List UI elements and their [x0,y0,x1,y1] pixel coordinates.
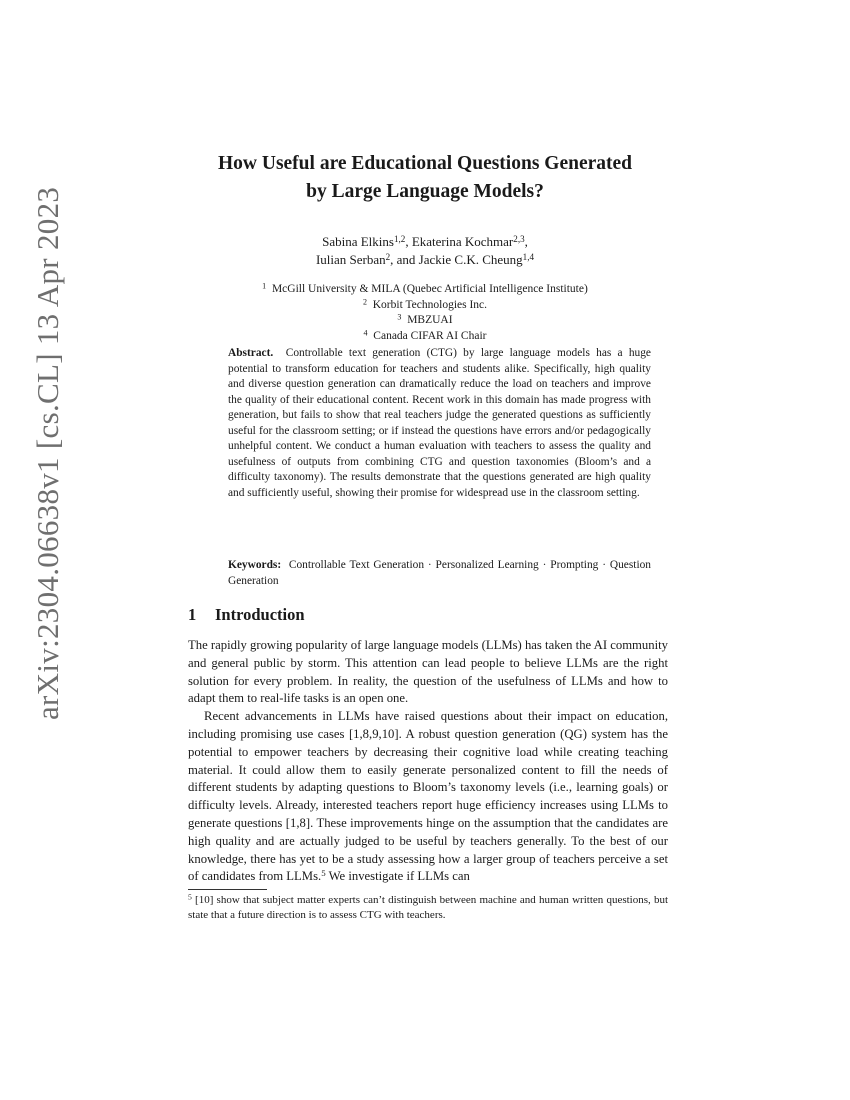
affiliation-item [180,282,670,298]
section-heading [188,603,305,627]
author-line-2 [180,251,670,269]
author-line-1 [180,233,670,251]
author-name: , Ekaterina Kochmar [405,234,514,249]
footnote-ref[interactable]: 5 [321,868,326,879]
affiliation-item [180,298,670,314]
affiliation-marker: 4 [363,327,368,337]
author-name: Sabina Elkins [322,234,394,249]
author-affil-marker: 2 [385,251,391,262]
author-affil-marker: 2,3 [513,233,525,244]
body-text [188,637,668,886]
author-list [180,233,670,269]
author-affil-marker: 1,2 [393,233,406,244]
keywords [228,558,651,589]
author-affil-marker: 1,4 [522,251,535,262]
keywords-text: Controllable Text Generation · Personalized Learning · Prompting · Question Generation [228,559,651,587]
paragraph: The rapidly growing popularity of large language models (LLMs) has taken the AI community and general public by storm. This attention can lead people to believe LLMs are the right solution for every problem. In reality, the question of the usefulness of LLMs and how to adapt them to real-life tasks is an open one. [188,638,669,706]
affiliation-marker: 2 [362,296,367,306]
affiliation-text: MBZUAI [407,314,453,326]
author-name: Iulian Serban [315,252,386,267]
footnote-rule [188,889,267,890]
affiliation-item [180,313,670,329]
paper-title [150,150,700,206]
section-number: 1 [188,605,197,624]
affiliation-text: Canada CIFAR AI Chair [373,329,487,342]
arxiv-identifier [30,186,70,720]
paragraph-text: Recent advancements in LLMs have raised questions about their impact on education, including promising use cases [1,8,9,10]. A robust question generation (QG) system has the potential to empower teachers by decreasing their cognitive load while creating teaching material. It could allow them to easily generate personalized content to fill the needs of different students by adapting questions to Bloom’s taxonomy levels (i.e., learning goals) or difficulty levels. Already, interested teachers report huge efficiency increases using LLMs to generate questions [1,8]. These improvements hinge on the assumption that the candidates are high quality and are actually judged to be useful by teachers generally. To the best of our knowledge, there has yet to be a study assessing how a larger group of teachers perceive a set of candidates from LLMs. [188,709,668,884]
arxiv-identifier-text: arXiv:2304.06638v1 [cs.CL] 13 Apr 2023 [30,186,65,720]
author-separator: , [524,234,528,249]
footnote-marker: 5 [188,892,192,902]
affiliation-item [180,329,670,345]
title-line-1: How Useful are Educational Questions Generated [217,153,632,174]
section-title: Introduction [215,605,305,624]
keywords-label: Keywords: [228,559,282,571]
affiliation-marker: 1 [262,281,267,291]
footnote [188,893,668,922]
abstract [228,346,651,501]
author-name: , and Jackie C.K. Cheung [390,252,523,267]
paragraph-text-end: We investigate if LLMs can [325,869,470,884]
abstract-text: Controllable text generation (CTG) by large language models has a huge potential to transform education for teachers and students alike. Specifically, high quality and diverse question generation can dramatically reduce the load on teachers and improve the quality of their educational content. Recent work in this domain has made progress with generation, but fails to show that real teachers judge the generated questions as sufficiently useful for the classroom setting; or if instead the questions have errors and/or pedagogically unhelpful content. We conduct a human evaluation with teachers to assess the quality and usefulness of outputs from combining CTG and question taxonomies (Bloom’s and a difficulty taxonomy). The results demonstrate that the questions generated are high quality and sufficiently useful, showing their promise for widespread use in the classroom setting. [228,347,651,499]
affiliation-list [180,282,670,344]
footnote-text: [10] show that subject matter experts can’t distinguish between machine and human written questions, but state that a future direction is to assess CTG with teachers. [188,894,668,921]
affiliation-text: Korbit Technologies Inc. [372,298,488,311]
affiliation-text: McGill University & MILA (Quebec Artificial Intelligence Institute) [271,283,588,295]
abstract-label: Abstract. [228,347,274,359]
title-line-2: by Large Language Models? [306,181,544,202]
paragraph [188,708,668,886]
affiliation-marker: 3 [397,312,402,322]
